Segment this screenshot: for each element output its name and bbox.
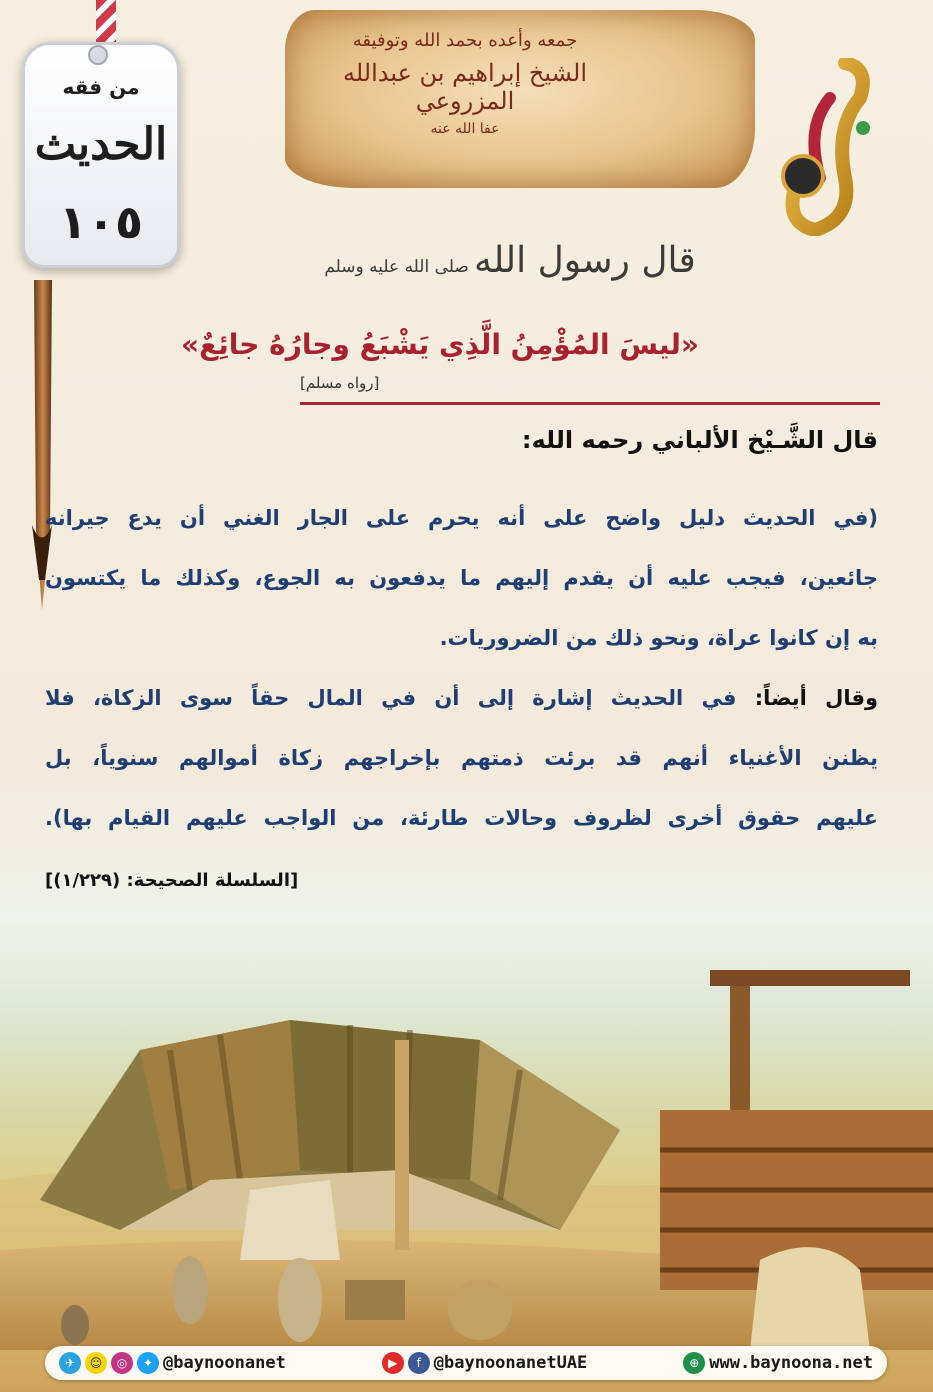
series-tag — [22, 42, 180, 268]
commentary-line: جائعين، فيجب عليه أن يقدم إليهم ما يدفعون به الجوع، وكذلك ما يكتسون — [45, 566, 878, 590]
globe-icon: ⊕ — [683, 1352, 705, 1374]
handle-baynoonanetuae[interactable]: @baynoonanetUAE — [433, 1353, 588, 1373]
facebook-icon[interactable]: f — [408, 1352, 430, 1374]
social-group-1 — [59, 1352, 286, 1374]
snapchat-icon[interactable]: ☺ — [85, 1352, 107, 1374]
tag-hole — [88, 45, 108, 65]
social-group-2 — [382, 1352, 588, 1374]
commentary-heading: قال الشَّـيْخ الألباني رحمه الله: — [521, 426, 878, 454]
second-quote-start: في الحديث إشارة إلى أن في المال حقاً سوى الزكاة، فلا — [45, 686, 737, 710]
handle-baynoonanet[interactable]: @baynoonanet — [163, 1353, 286, 1373]
commentary-line: يظنن الأغنياء أنهم قد برئت ذمتهم بإخراجهم زكاة أموالهم سنوياً، بل — [45, 746, 878, 770]
youtube-icon[interactable]: ▶ — [382, 1352, 404, 1374]
tag-title: الحديث — [34, 119, 168, 170]
reference-source: [السلسلة الصحيحة: (١/٢٢٩)] — [45, 870, 299, 891]
prophet-said: قال رسول الله — [473, 240, 696, 281]
prophet-said-heading — [240, 240, 780, 281]
twitter-icon[interactable]: ✦ — [137, 1352, 159, 1374]
commentary-line: عليهم حقوق أخرى لظروف وحالات طارئة، من الواجب عليهم القيام بها). — [45, 806, 878, 830]
social-footer — [45, 1346, 887, 1380]
credit-author: الشيخ إبراهيم بن عبدالله المزروعي — [342, 59, 588, 115]
hadith-text: «ليسَ المُؤْمِنُ الَّذِي يَشْبَعُ وجارُهُ جائِعٌ» — [181, 328, 699, 361]
narration-source: [رواه مسلم] — [300, 374, 380, 392]
commentary-line: به إن كانوا عراة، ونحو ذلك من الضروريات. — [439, 626, 878, 650]
credit-line-3: عفا الله عنه — [430, 121, 500, 137]
commentary-line: (في الحديث دليل واضح على أنه يحرم على الجار الغني أن يدع جيرانه — [45, 506, 878, 530]
second-quote-lead: وقال أيضاً: — [754, 686, 879, 710]
commentary-body — [45, 488, 878, 848]
telegram-icon[interactable]: ✈ — [59, 1352, 81, 1374]
salutation: صلى الله عليه وسلم — [324, 257, 469, 277]
divider-line — [300, 402, 880, 405]
credit-line-1: جمعه وأعده بحمد الله وتوفيقه — [352, 30, 578, 51]
website-group — [683, 1352, 873, 1374]
instagram-icon[interactable]: ◎ — [111, 1352, 133, 1374]
commentary-line — [45, 668, 878, 728]
compiler-credit — [300, 30, 630, 137]
baynoona-logo-icon — [775, 58, 885, 236]
website-link[interactable]: www.baynoona.net — [709, 1353, 873, 1373]
desert-tent-illustration — [0, 930, 933, 1350]
tag-subtitle: من فقه — [62, 75, 140, 99]
tag-number: ١٠٥ — [58, 195, 144, 249]
